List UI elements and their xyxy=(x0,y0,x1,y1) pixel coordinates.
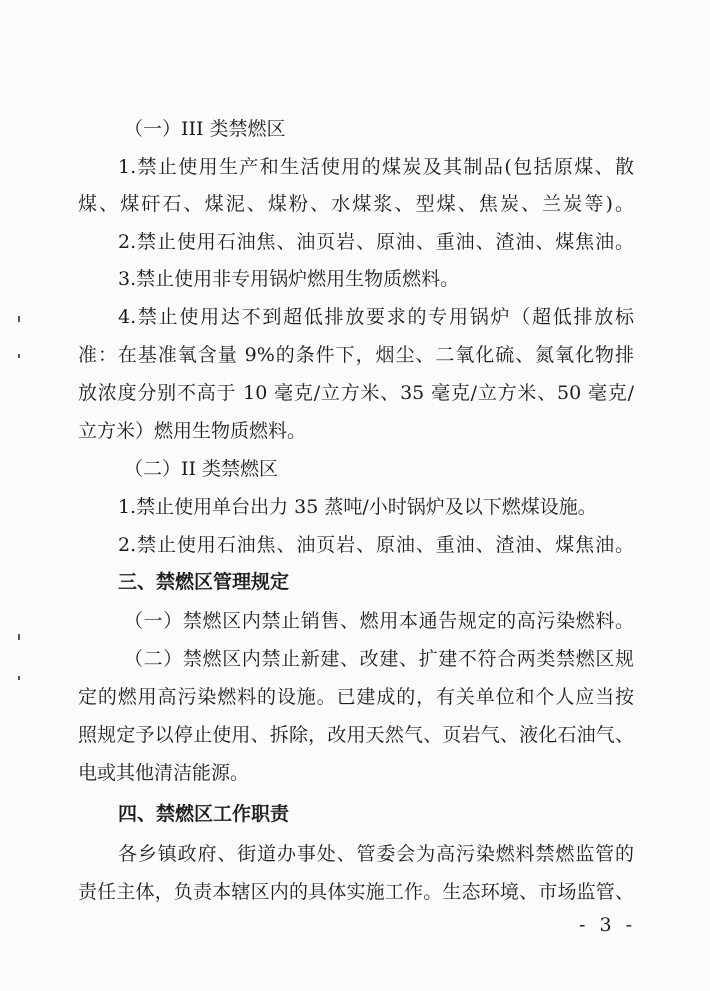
binding-mark xyxy=(18,354,20,358)
paragraph-line: 定的燃用高污染燃料的设施。已建成的，有关单位和个人应当按 xyxy=(78,686,634,708)
paragraph-line: 放浓度分别不高于 10 毫克/立方米、35 毫克/立方米、50 毫克/ xyxy=(78,382,634,404)
binding-mark xyxy=(18,676,20,680)
paragraph-line: 立方米）燃用生物质燃料。 xyxy=(78,420,307,442)
paragraph-line: 电或其他清洁能源。 xyxy=(78,762,250,784)
paragraph-line: 照规定予以停止使用、拆除，改用天然气、页岩气、液化石油气、 xyxy=(78,724,634,746)
paragraph-line: （一）禁燃区内禁止销售、燃用本通告规定的高污染燃料。 xyxy=(124,610,634,632)
binding-mark xyxy=(18,634,20,640)
binding-mark xyxy=(18,316,20,322)
subsection-heading-class-ii: （二）II 类禁燃区 xyxy=(124,458,279,480)
paragraph-line: 1.禁止使用单台出力 35 蒸吨/小时锅炉及以下燃煤设施。 xyxy=(118,496,597,518)
subsection-heading-class-iii: （一）III 类禁燃区 xyxy=(124,118,286,140)
paragraph-line: 2.禁止使用石油焦、油页岩、原油、重油、渣油、煤焦油。 xyxy=(118,231,634,253)
paragraph-line: 1.禁止使用生产和生活使用的煤炭及其制品(包括原煤、散 xyxy=(118,156,634,178)
paragraph-line: 4.禁止使用达不到超低排放要求的专用锅炉（超低排放标 xyxy=(118,306,634,328)
paragraph-line: 3.禁止使用非专用锅炉燃用生物质燃料。 xyxy=(118,268,460,290)
page-number: - 3 - xyxy=(578,914,636,936)
paragraph-line: 各乡镇政府、街道办事处、管委会为高污染燃料禁燃监管的 xyxy=(118,843,634,865)
paragraph-line: 煤、煤矸石、煤泥、煤粉、水煤浆、型煤、焦炭、兰炭等)。 xyxy=(78,193,634,215)
paragraph-line: 2.禁止使用石油焦、油页岩、原油、重油、渣油、煤焦油。 xyxy=(118,534,634,556)
section-heading-responsibilities: 四、禁燃区工作职责 xyxy=(118,803,290,825)
paragraph-line: （二）禁燃区内禁止新建、改建、扩建不符合两类禁燃区规 xyxy=(124,648,634,670)
paragraph-line: 准：在基准氧含量 9%的条件下，烟尘、二氧化硫、氮氧化物排 xyxy=(78,344,634,366)
section-heading-management: 三、禁燃区管理规定 xyxy=(118,571,290,593)
paragraph-line: 责任主体，负责本辖区内的具体实施工作。生态环境、市场监管、 xyxy=(78,881,634,903)
